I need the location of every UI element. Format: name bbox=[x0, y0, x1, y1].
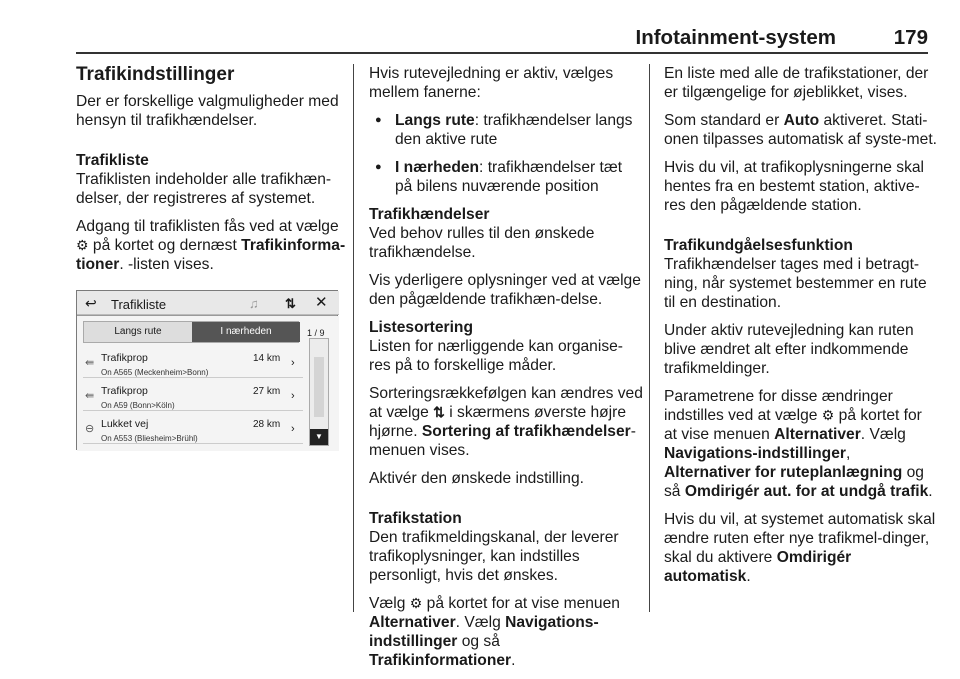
options-icon: ⚙ bbox=[409, 595, 423, 611]
screen-tabs bbox=[83, 321, 299, 343]
screen-title: Trafikliste bbox=[111, 297, 167, 312]
screen-title-bar bbox=[77, 291, 339, 315]
list-item[interactable]: ⇚ Trafikprop On A59 (Bonn>Köln) 27 km › bbox=[83, 379, 303, 411]
page-indicator: 1 / 9 bbox=[307, 328, 325, 338]
paragraph: Sorteringsrækkefølgen kan ændres ved at vælge ⇅ i skærmens øverste højre hjørne. Sortering af trafikhændelser-menuen vises. bbox=[369, 385, 643, 459]
road-closed-icon: ⊖ bbox=[85, 423, 95, 435]
paragraph: Ved behov rulles til den ønskede trafikhændelse. bbox=[369, 225, 595, 261]
column-divider-1 bbox=[353, 64, 354, 612]
traffic-jam-icon: ⇚ bbox=[85, 390, 95, 402]
subheading-trafikstation: Trafikstation bbox=[369, 510, 462, 527]
bullet-item: ● I nærheden: trafikhændelser tæt på bilens nuværende position bbox=[369, 158, 643, 196]
paragraph: Hvis du vil, at trafikoplysningerne skal hentes fra en bestemt station, aktive-res den pågældende station. bbox=[664, 159, 925, 214]
options-icon: ⚙ bbox=[821, 407, 835, 423]
subheading-listesortering: Listesortering bbox=[369, 319, 473, 336]
paragraph: Trafiklisten indeholder alle trafikhæn-delser, der registreres af systemet. bbox=[76, 171, 332, 207]
paragraph: En liste med alle de trafikstationer, der er tilgængelige for øjeblikket, vises. bbox=[664, 65, 929, 101]
column-divider-2 bbox=[649, 64, 650, 612]
subheading-trafikundgaaelse: Trafikundgåelsesfunktion bbox=[664, 237, 853, 254]
sort-icon[interactable]: ⇅ bbox=[285, 296, 296, 311]
back-icon[interactable]: ↩ bbox=[85, 295, 97, 311]
paragraph: Listen for nærliggende kan organise-res på to forskellige måder. bbox=[369, 338, 623, 374]
list-item[interactable]: ⇚ Trafikprop On A565 (Meckenheim>Bonn) 14 km › bbox=[83, 346, 303, 378]
page-header bbox=[76, 28, 928, 54]
subheading-trafikhaendelser: Trafikhændelser bbox=[369, 206, 490, 223]
paragraph: Parametrene for disse ændringer indstilles ved at vælge ⚙ på kortet for at vise menuen Alternativer. Vælg Navigations-indstillinger, Alternativer for ruteplanlægning og så Omdirigér aut. for at undgå trafik. bbox=[664, 388, 933, 500]
page-number: 179 bbox=[893, 26, 928, 49]
chevron-right-icon: › bbox=[291, 357, 295, 369]
paragraph: Den trafikmeldingskanal, der leverer trafikoplysninger, kan indstilles personligt, hvis det ønskes. bbox=[369, 529, 619, 584]
scrollbar[interactable] bbox=[309, 338, 329, 446]
traffic-jam-icon: ⇚ bbox=[85, 357, 95, 369]
chevron-right-icon: › bbox=[291, 390, 295, 402]
tab-i-naerheden[interactable]: I nærheden bbox=[192, 322, 300, 342]
close-icon[interactable]: ✕ bbox=[315, 294, 328, 311]
paragraph: Vælg ⚙ på kortet for at vise menuen Alternativer. Vælg Navigations-indstillinger og så Trafikinformationer. bbox=[369, 595, 620, 669]
paragraph: Aktivér den ønskede indstilling. bbox=[369, 470, 584, 487]
intro-paragraph: Der er forskellige valgmuligheder med hensyn til trafikhændelser. bbox=[76, 93, 339, 129]
music-icon[interactable]: ♫ bbox=[249, 296, 259, 311]
list-item[interactable]: ⊖ Lukket vej On A553 (Bliesheim>Brühl) 28 km › bbox=[83, 412, 303, 444]
paragraph: Under aktiv rutevejledning kan ruten blive ændret alt efter indkommende trafikmeldinger. bbox=[664, 322, 914, 377]
section-heading: Trafikindstillinger bbox=[76, 64, 235, 85]
sort-icon: ⇅ bbox=[433, 404, 445, 420]
paragraph: Hvis du vil, at systemet automatisk skal ændre ruten efter nye trafikmel-dinger, skal du aktivere Omdirigér automatisk. bbox=[664, 511, 936, 585]
traffic-list-screenshot bbox=[76, 290, 338, 450]
header-rule bbox=[76, 52, 928, 54]
paragraph: Adgang til trafiklisten fås ved at vælge ⚙ på kortet og dernæst Trafikinforma-tioner. -listen vises. bbox=[76, 218, 346, 273]
screen-body bbox=[77, 316, 339, 451]
paragraph: Trafikhændelser tages med i betragt-ning, når systemet bestemmer en rute til en destination. bbox=[664, 256, 927, 311]
chevron-right-icon: › bbox=[291, 423, 295, 435]
scroll-thumb[interactable] bbox=[314, 357, 324, 417]
tab-langs-rute[interactable]: Langs rute bbox=[84, 322, 192, 342]
column-2 bbox=[369, 64, 643, 679]
paragraph: Som standard er Auto aktiveret. Stati-onen tilpasses automatisk af syste-met. bbox=[664, 112, 938, 148]
paragraph: Vis yderligere oplysninger ved at vælge den pågældende trafikhæn-delse. bbox=[369, 272, 641, 308]
options-icon: ⚙ bbox=[76, 237, 89, 253]
subheading-trafikliste: Trafikliste bbox=[76, 152, 149, 169]
paragraph: Hvis rutevejledning er aktiv, vælges mellem fanerne: bbox=[369, 65, 614, 101]
bullet-item: ● Langs rute: trafikhændelser langs den aktive rute bbox=[369, 111, 643, 149]
column-3 bbox=[664, 64, 938, 595]
header-title: Infotainment-system bbox=[635, 26, 836, 49]
scroll-down-button[interactable]: ▼ bbox=[310, 429, 328, 445]
column-1 bbox=[76, 64, 350, 450]
